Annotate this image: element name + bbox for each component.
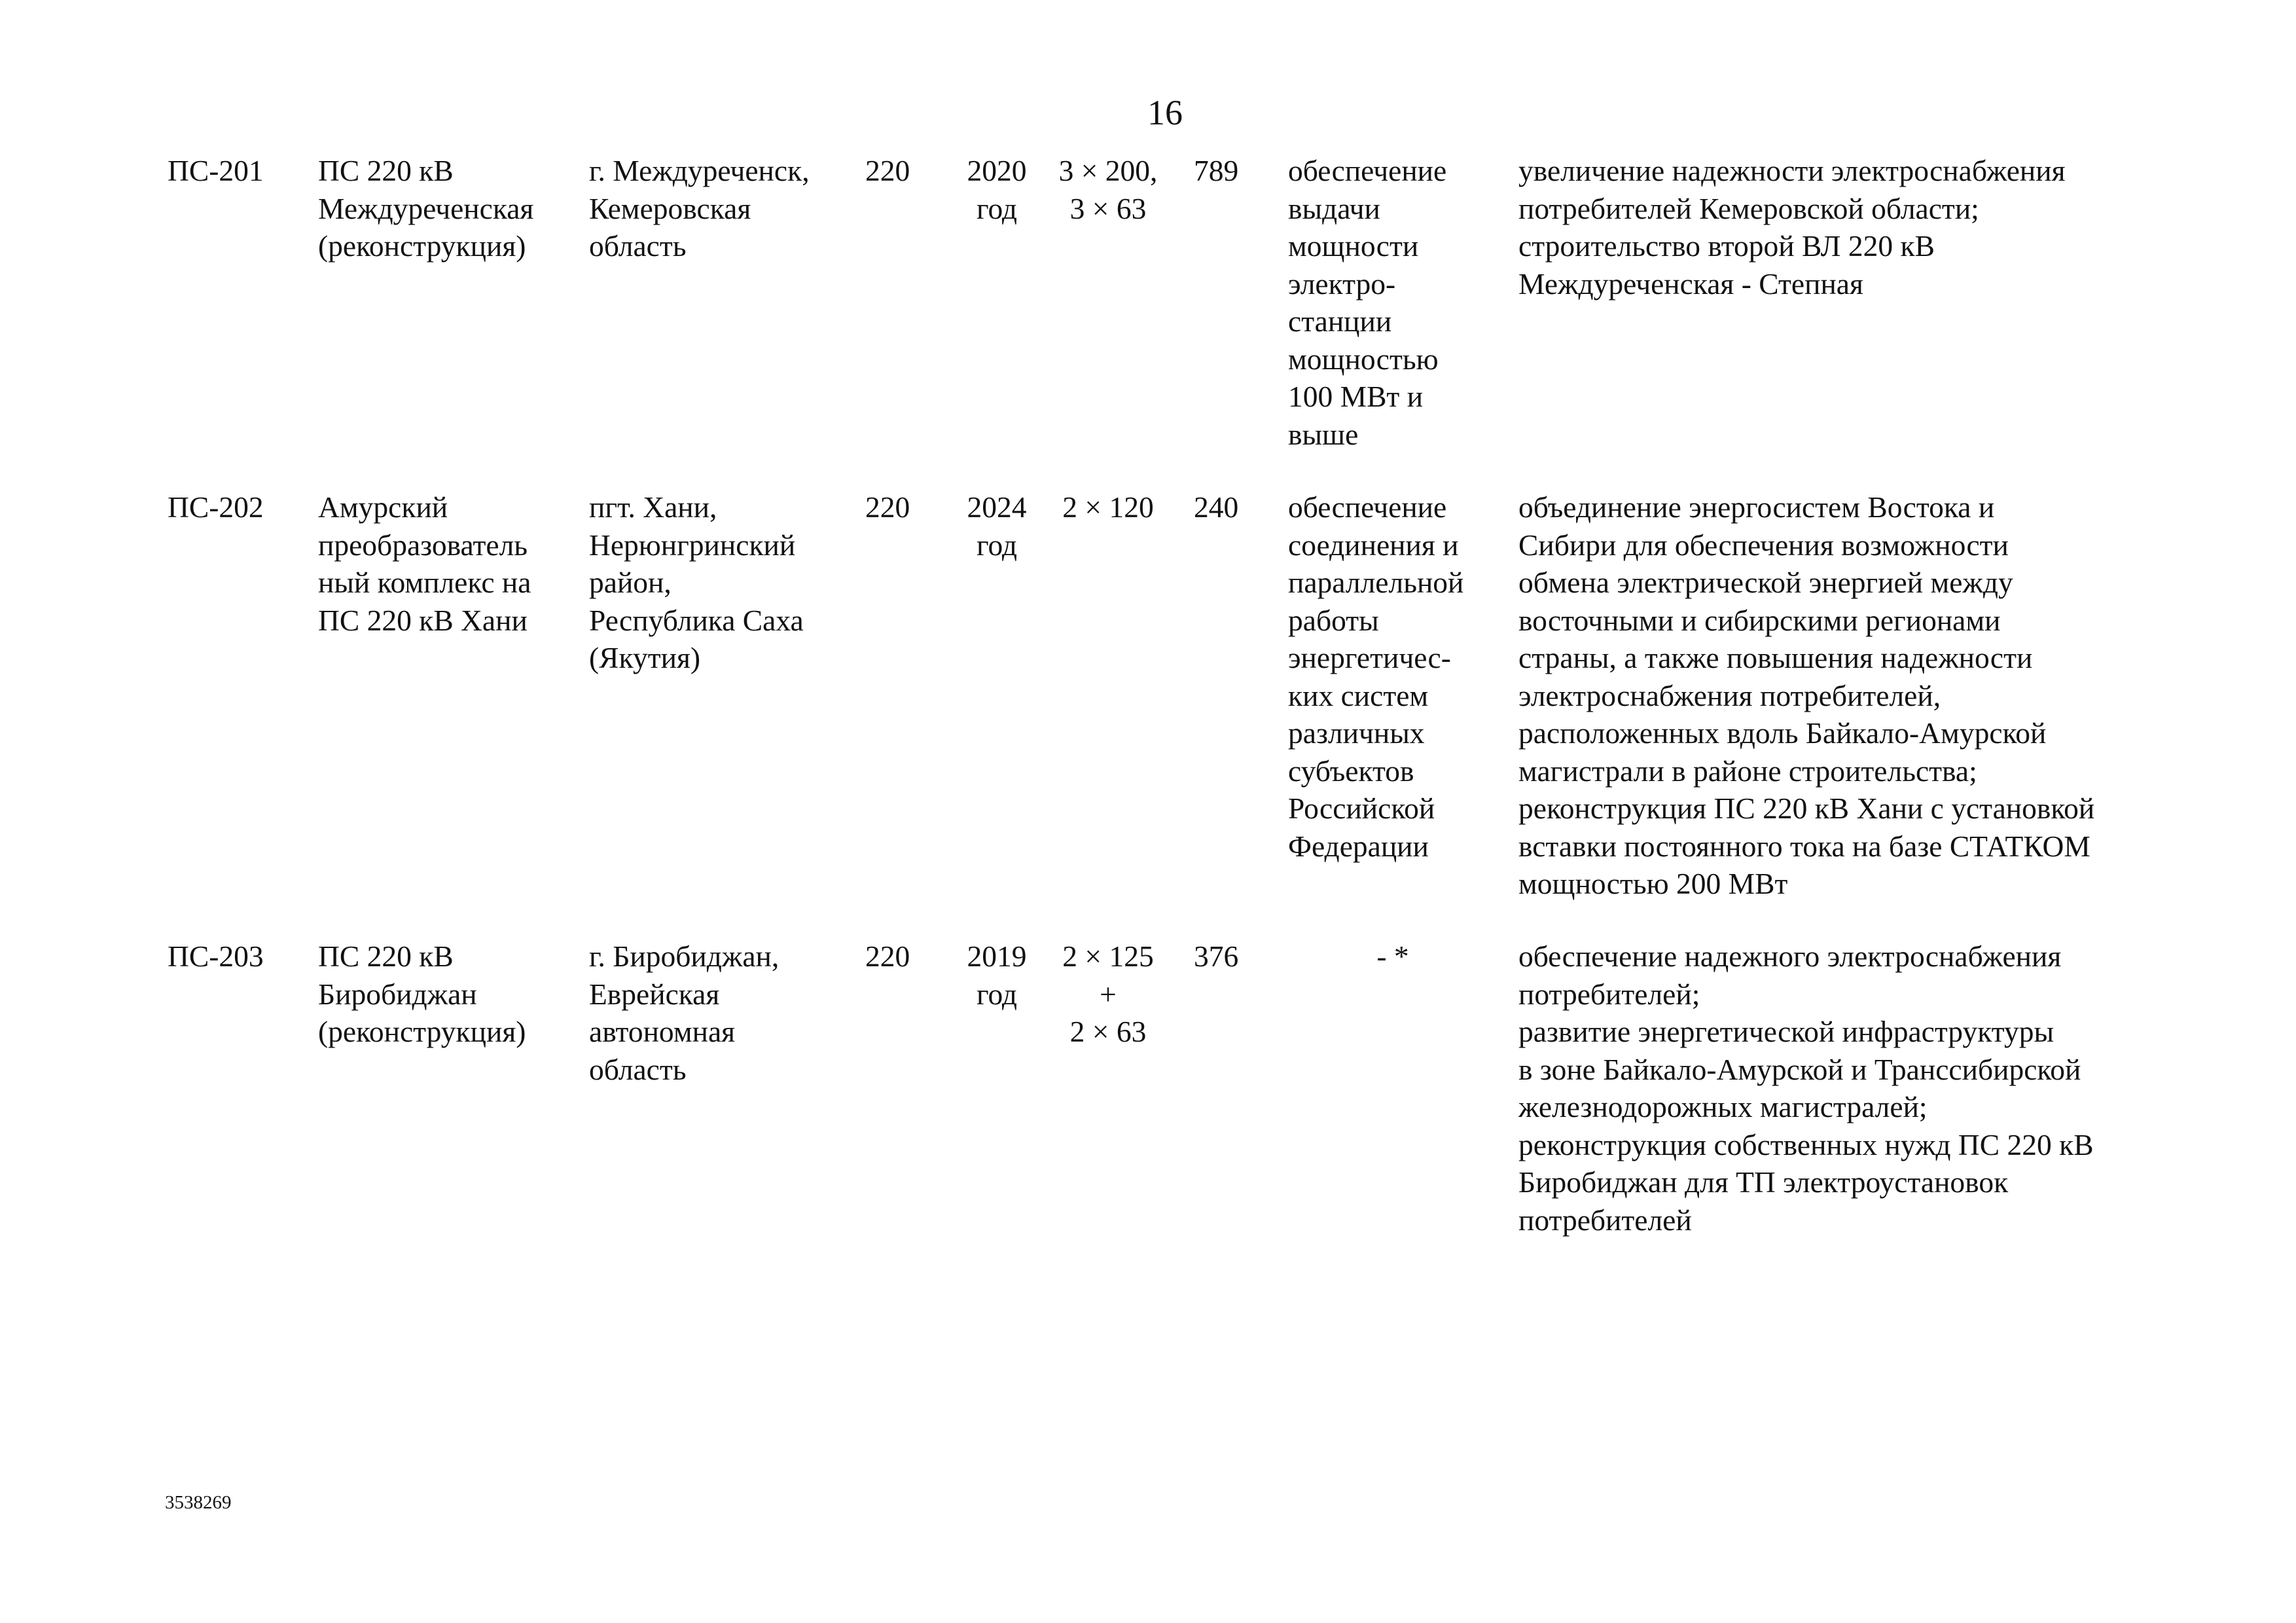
document-id: 3538269 [165, 1492, 232, 1513]
voltage-value: 220 [865, 154, 910, 187]
justification-text: увеличение надежности электроснабжения потребителей Кемеровской области; строительство второй ВЛ 220 кВ Междуреченская - Степная [1518, 154, 2066, 301]
justification-text: обеспечение надежного электроснабжения потребителей; развитие энергетической инфраструктуры в зоне Байкало-Амурской и Транссибирской железнодорожных магистралей; реконструкция собственных нужд ПС 220 кВ Биробиджан для ТП электроустановок потребителей [1518, 939, 2094, 1237]
capacity-total: 376 [1194, 939, 1239, 973]
facility-location: пгт. Хани, Нерюнгринский район, Республика Саха (Якутия) [589, 490, 804, 674]
facility-code: ПС-201 [168, 154, 264, 187]
facility-location: г. Междуреченск, Кемеровская область [589, 154, 810, 263]
transformer-capacity: 2 × 125 + 2 × 63 [1062, 939, 1154, 1048]
facility-name: ПС 220 кВ Биробиджан (реконструкция) [318, 939, 526, 1048]
capacity-total: 789 [1194, 154, 1239, 187]
voltage-value: 220 [865, 939, 910, 973]
facility-name: Амурский преобразователь ный комплекс на ПС 220 кВ Хани [318, 490, 531, 637]
commissioning-year: 2024 год [967, 490, 1027, 562]
facility-location: г. Биробиджан, Еврейская автономная область [589, 939, 780, 1086]
commissioning-year: 2020 год [967, 154, 1027, 225]
facility-name: ПС 220 кВ Междуреченская (реконструкция) [318, 154, 534, 263]
transformer-capacity: 3 × 200, 3 × 63 [1058, 154, 1158, 225]
purpose-text: обеспечение соединения и параллельной работы энергетичес- ких систем различных субъектов Российской Федерации [1288, 490, 1464, 863]
transformer-capacity: 2 × 120 [1062, 490, 1154, 524]
capacity-total: 240 [1194, 490, 1239, 524]
page-number: 16 [1147, 93, 1183, 132]
voltage-value: 220 [865, 490, 910, 524]
purpose-text: - * [1376, 939, 1409, 973]
facility-code: ПС-203 [168, 939, 264, 973]
commissioning-year: 2019 год [967, 939, 1027, 1011]
purpose-text: обеспечение выдачи мощности электро- станции мощностью 100 МВт и выше [1288, 154, 1447, 451]
justification-text: объединение энергосистем Востока и Сибири для обеспечения возможности обмена электрической энергией между восточными и сибирскими регионами страны, а также повышения надежности электроснабжения потребителей, расположенных вдоль Байкало-Амурской магистрали в районе строительства; реконструкция ПС 220 кВ Хани с установкой вставки постоянного тока на базе СТАТКОМ мощностью 200 МВт [1518, 490, 2095, 900]
facility-code: ПС-202 [168, 490, 264, 524]
